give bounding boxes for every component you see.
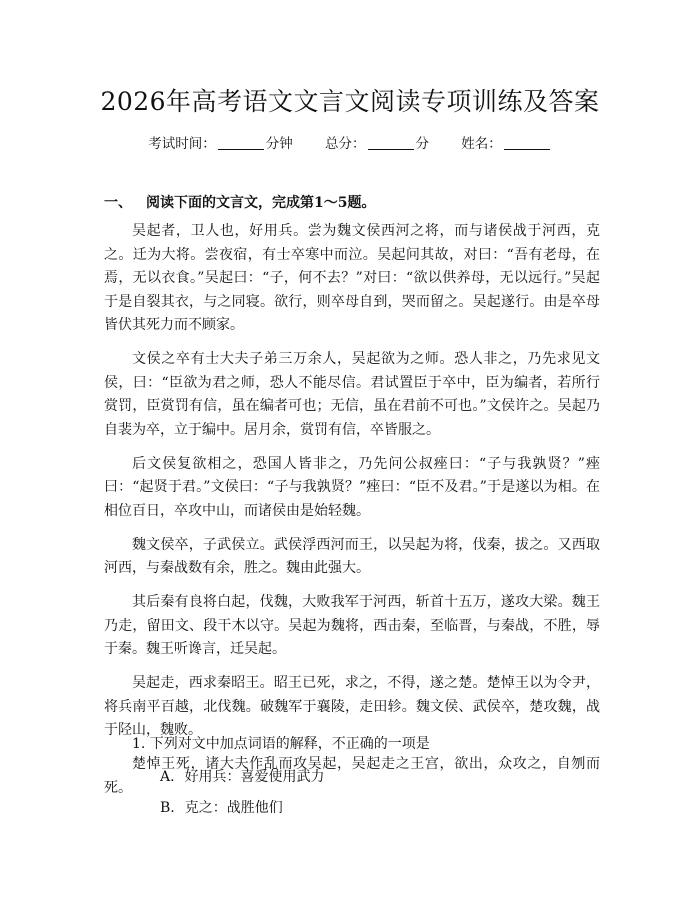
exam-name <box>461 136 552 152</box>
score-blank[interactable] <box>368 137 414 150</box>
exam-meta <box>0 132 700 152</box>
page-title: 2026年高考语文文言文阅读专项训练及答案 <box>100 87 600 116</box>
section-heading <box>104 192 375 212</box>
option-text: 克之：战胜他们 <box>184 800 283 816</box>
section-instruction: 阅读下面的文言文，完成第1～5题。 <box>146 195 376 211</box>
score-unit: 分 <box>415 136 429 152</box>
option-text: 好用兵：喜爱使用武力 <box>184 769 325 785</box>
passage-paragraph: 其后秦有良将白起，伐魏，大败我军于河西，斩首十五万，遂攻大梁。魏王乃走，留田文、段干木以守。吴起为魏将，西击秦，至临晋，与秦战，不胜，辱于秦。魏王听谗言，迁吴起。 <box>104 594 600 657</box>
name-label: 姓名： <box>461 136 502 152</box>
passage-paragraph: 吴起者，卫人也，好用兵。尝为魏文侯西河之将，而与诸侯战于河西，克之。迁为大将。尝夜宿，有士卒寒中而泣。吴起问其故，对曰：“吾有老母，在焉，无以衣食。”吴起曰：“子，何不去？”对曰：“欲以供养母，无以远行。”吴起于是自裂其衣，与之同寝。欲行，则卒母自到，哭而留之。吴起遂行。由是卒母皆伏其死力而不顾家。 <box>104 223 600 333</box>
score-label: 总分： <box>325 136 366 152</box>
question-1: 1. 下列对文中加点词语的解释，不正确的一项是 <box>132 736 430 752</box>
time-label: 考试时间： <box>148 136 216 152</box>
passage-paragraph: 吴起走，西求秦昭王。昭王已死，求之，不得，遂之楚。楚悼王以为令尹，将兵南平百越，北伐魏。破魏军于襄陵，走田轸。魏文侯、武侯卒，楚攻魏，战于陉山，魏败。 <box>104 675 600 738</box>
option-label: A. <box>160 769 175 785</box>
exam-time <box>148 136 293 152</box>
name-blank[interactable] <box>504 137 550 150</box>
passage-paragraph: 文侯之卒有士大夫子弟三万余人，吴起欲为之师。恐人非之，乃先求见文侯，曰：“臣欲为君之师，恐人不能尽信。君试置臣于卒中，臣为编者，若所行赏罚，臣赏罚有信，虽在编者可也；无信，虽在君前不可也。”文侯许之。吴起乃自裴为卒，立于编中。居月余，赏罚有信，卒皆服之。 <box>104 351 600 438</box>
exam-score <box>325 136 429 152</box>
time-unit: 分钟 <box>265 136 293 152</box>
classical-passage <box>104 220 600 811</box>
passage-paragraph: 楚悼王死，诸大夫作乱而攻吴起，吴起走之王宫，欲出，众攻之，自刎而死。 <box>104 756 600 796</box>
option-b[interactable] <box>160 797 283 817</box>
passage-paragraph: 魏文侯卒，子武侯立。武侯浮西河而王，以吴起为将，伐秦，拔之。又西取河西，与秦战数有余，胜之。魏由此强大。 <box>104 536 600 576</box>
option-a[interactable] <box>160 766 325 786</box>
option-label: B. <box>160 800 175 816</box>
section-number: 一、 <box>104 195 132 211</box>
passage-paragraph: 后文侯复欲相之，恐国人皆非之，乃先问公叔痤曰：“子与我孰贤？”痤曰：“起贤于君。”文侯曰：“子与我孰贤？”痤曰：“臣不及君。”于是遂以为相。在相位百日，卒攻中山，而诸侯由是始轻魏。 <box>104 455 600 519</box>
time-blank[interactable] <box>218 137 264 150</box>
